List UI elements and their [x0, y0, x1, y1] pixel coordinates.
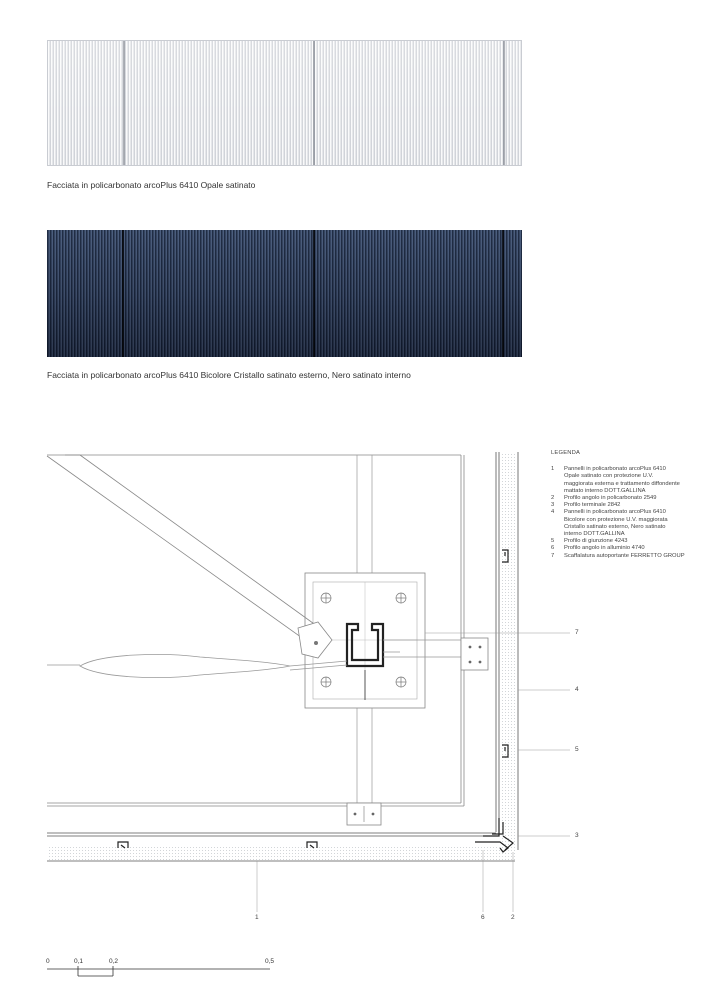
- legend-item-text: Pannelli in policarbonato arcoPlus 6410 Bicolore con protezione U.V. maggiorata Cristallo satinato esterno, Nero satinato interno DOTT.GALLINA: [564, 509, 668, 538]
- legend-item: [551, 502, 701, 509]
- callout-3: 3: [575, 832, 579, 839]
- callout-1: 1: [255, 914, 259, 921]
- callout-4: 4: [575, 686, 579, 693]
- legend-item-text: Scaffalatura autoportante FERRETTO GROUP: [564, 552, 685, 559]
- legend-item-number: 3: [551, 502, 555, 509]
- legend-item-number: 2: [551, 495, 555, 502]
- bottom-bracket: [347, 803, 381, 825]
- callout-5: 5: [575, 746, 579, 753]
- callout-7: 7: [575, 629, 579, 636]
- scale-label: 0,5: [265, 958, 275, 965]
- legend-item: [551, 545, 701, 552]
- callout-6: 6: [481, 914, 485, 921]
- diagonal-brace: [47, 455, 332, 658]
- legend-item-number: 4: [551, 509, 555, 516]
- legend-item-number: 6: [551, 545, 555, 552]
- side-panel-hatch: [500, 452, 517, 850]
- legend-item-text: Profilo angolo in alluminio 4740: [564, 545, 645, 552]
- legend: [551, 450, 701, 560]
- legend-item-text: Profilo di giunzione 4243: [564, 538, 628, 545]
- scale-label: 0,1: [74, 958, 84, 965]
- legend-item-text: Pannelli in policarbonato arcoPlus 6410 Opale satinato con protezione U.V. maggiorata esterna e trattamento diffondente mattato interno DOTT.GALLINA: [564, 466, 680, 494]
- legend-item: [551, 538, 701, 545]
- legend-item: [551, 495, 701, 502]
- legend-item-text: Profilo terminale 2842: [564, 502, 621, 509]
- legend-item-text: Profilo angolo in policarbonato 2549: [564, 495, 657, 502]
- scale-label: 0: [46, 958, 50, 965]
- legend-item-number: 7: [551, 552, 555, 559]
- legend-title: LEGENDA: [551, 450, 581, 456]
- facade-opal-caption: Facciata in policarbonato arcoPlus 6410 Opale satinato: [47, 180, 256, 190]
- legend-item-number: 1: [551, 466, 555, 473]
- bottom-panel-hatch: [47, 845, 515, 861]
- legend-item-number: 5: [551, 538, 555, 545]
- callout-2: 2: [511, 914, 515, 921]
- legend-item: [551, 553, 701, 560]
- legend-item: [551, 509, 701, 538]
- legend-item: [551, 466, 701, 495]
- scale-bar: [47, 966, 270, 976]
- facade-dark-caption: Facciata in policarbonato arcoPlus 6410 Bicolore Cristallo satinato esterno, Nero satinato interno: [47, 370, 411, 380]
- scale-label: 0,2: [109, 958, 119, 965]
- right-bracket: [461, 638, 488, 670]
